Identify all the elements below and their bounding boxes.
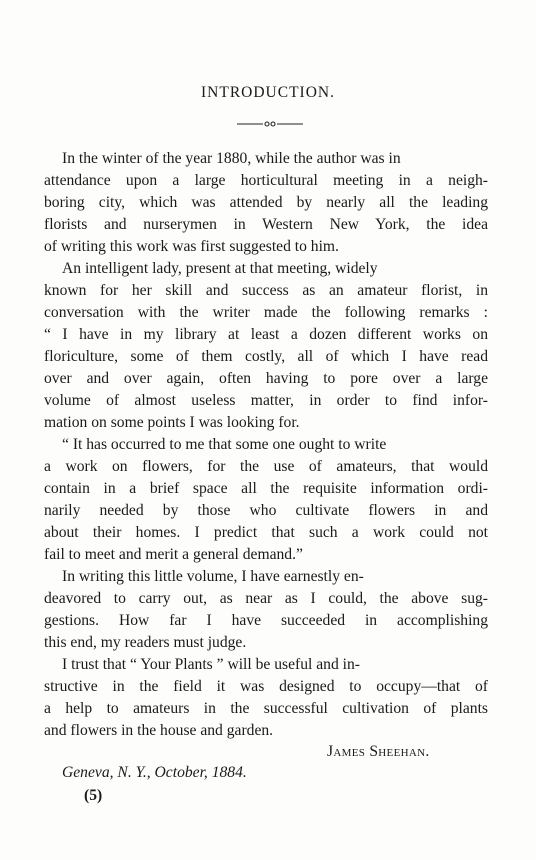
author-signature: James Sheehan. [327, 743, 430, 760]
text-line: a work on flowers, for the use of amateurs, that would [44, 458, 488, 475]
text-line: conversation with the writer made the following remarks : [44, 304, 488, 321]
text-line: known for her skill and success as an amateur florist, in [44, 282, 488, 299]
page-title: INTRODUCTION. [201, 84, 335, 101]
text-line: In the winter of the year 1880, while the author was in [62, 150, 401, 167]
place-and-date [62, 762, 362, 784]
text-line: and flowers in the house and garden. [44, 722, 274, 739]
text-line: a help to amateurs in the successful cultivation of plants [44, 700, 488, 717]
text-line: of writing this work was first suggested to him. [44, 238, 339, 255]
text-line: volume of almost useless matter, in order to find infor- [44, 392, 488, 409]
text-line: structive in the field it was designed to occupy—that of [44, 678, 488, 695]
place-and-date-text: Geneva, N. Y., October, 1884. [62, 764, 247, 781]
text-line: “ It has occurred to me that some one ought to write [62, 436, 387, 453]
text-line: contain in a brief space all the requisite information ordi- [44, 480, 488, 497]
text-line: over and over again, often having to pore over a large [44, 370, 488, 387]
text-line: mation on some points I was looking for. [44, 414, 300, 431]
text-line: An intelligent lady, present at that meeting, widely [62, 260, 378, 277]
text-line: narily needed by those who cultivate flowers in and [44, 502, 488, 519]
text-line: fail to meet and merit a general demand.” [44, 546, 303, 563]
text-line: this end, my readers must judge. [44, 634, 247, 651]
text-line: about their homes. I predict that such a work could not [44, 524, 488, 541]
ornament-divider-icon [235, 119, 305, 129]
text-line: “ I have in my library at least a dozen different works on [44, 326, 488, 343]
text-line: I trust that “ Your Plants ” will be useful and in- [62, 656, 360, 673]
page-number: (5) [84, 787, 103, 804]
text-line: deavored to carry out, as near as I could, the above sug- [44, 590, 488, 607]
text-line: boring city, which was attended by nearly all the leading [44, 194, 488, 211]
text-line: florists and nurserymen in Western New York, the idea [44, 216, 488, 233]
text-line: attendance upon a large horticultural meeting in a neigh- [44, 172, 488, 189]
text-line: gestions. How far I have succeeded in accomplishing [44, 612, 488, 629]
text-line: floriculture, some of them costly, all of which I have read [44, 348, 488, 365]
text-line: In writing this little volume, I have earnestly en- [62, 568, 364, 585]
